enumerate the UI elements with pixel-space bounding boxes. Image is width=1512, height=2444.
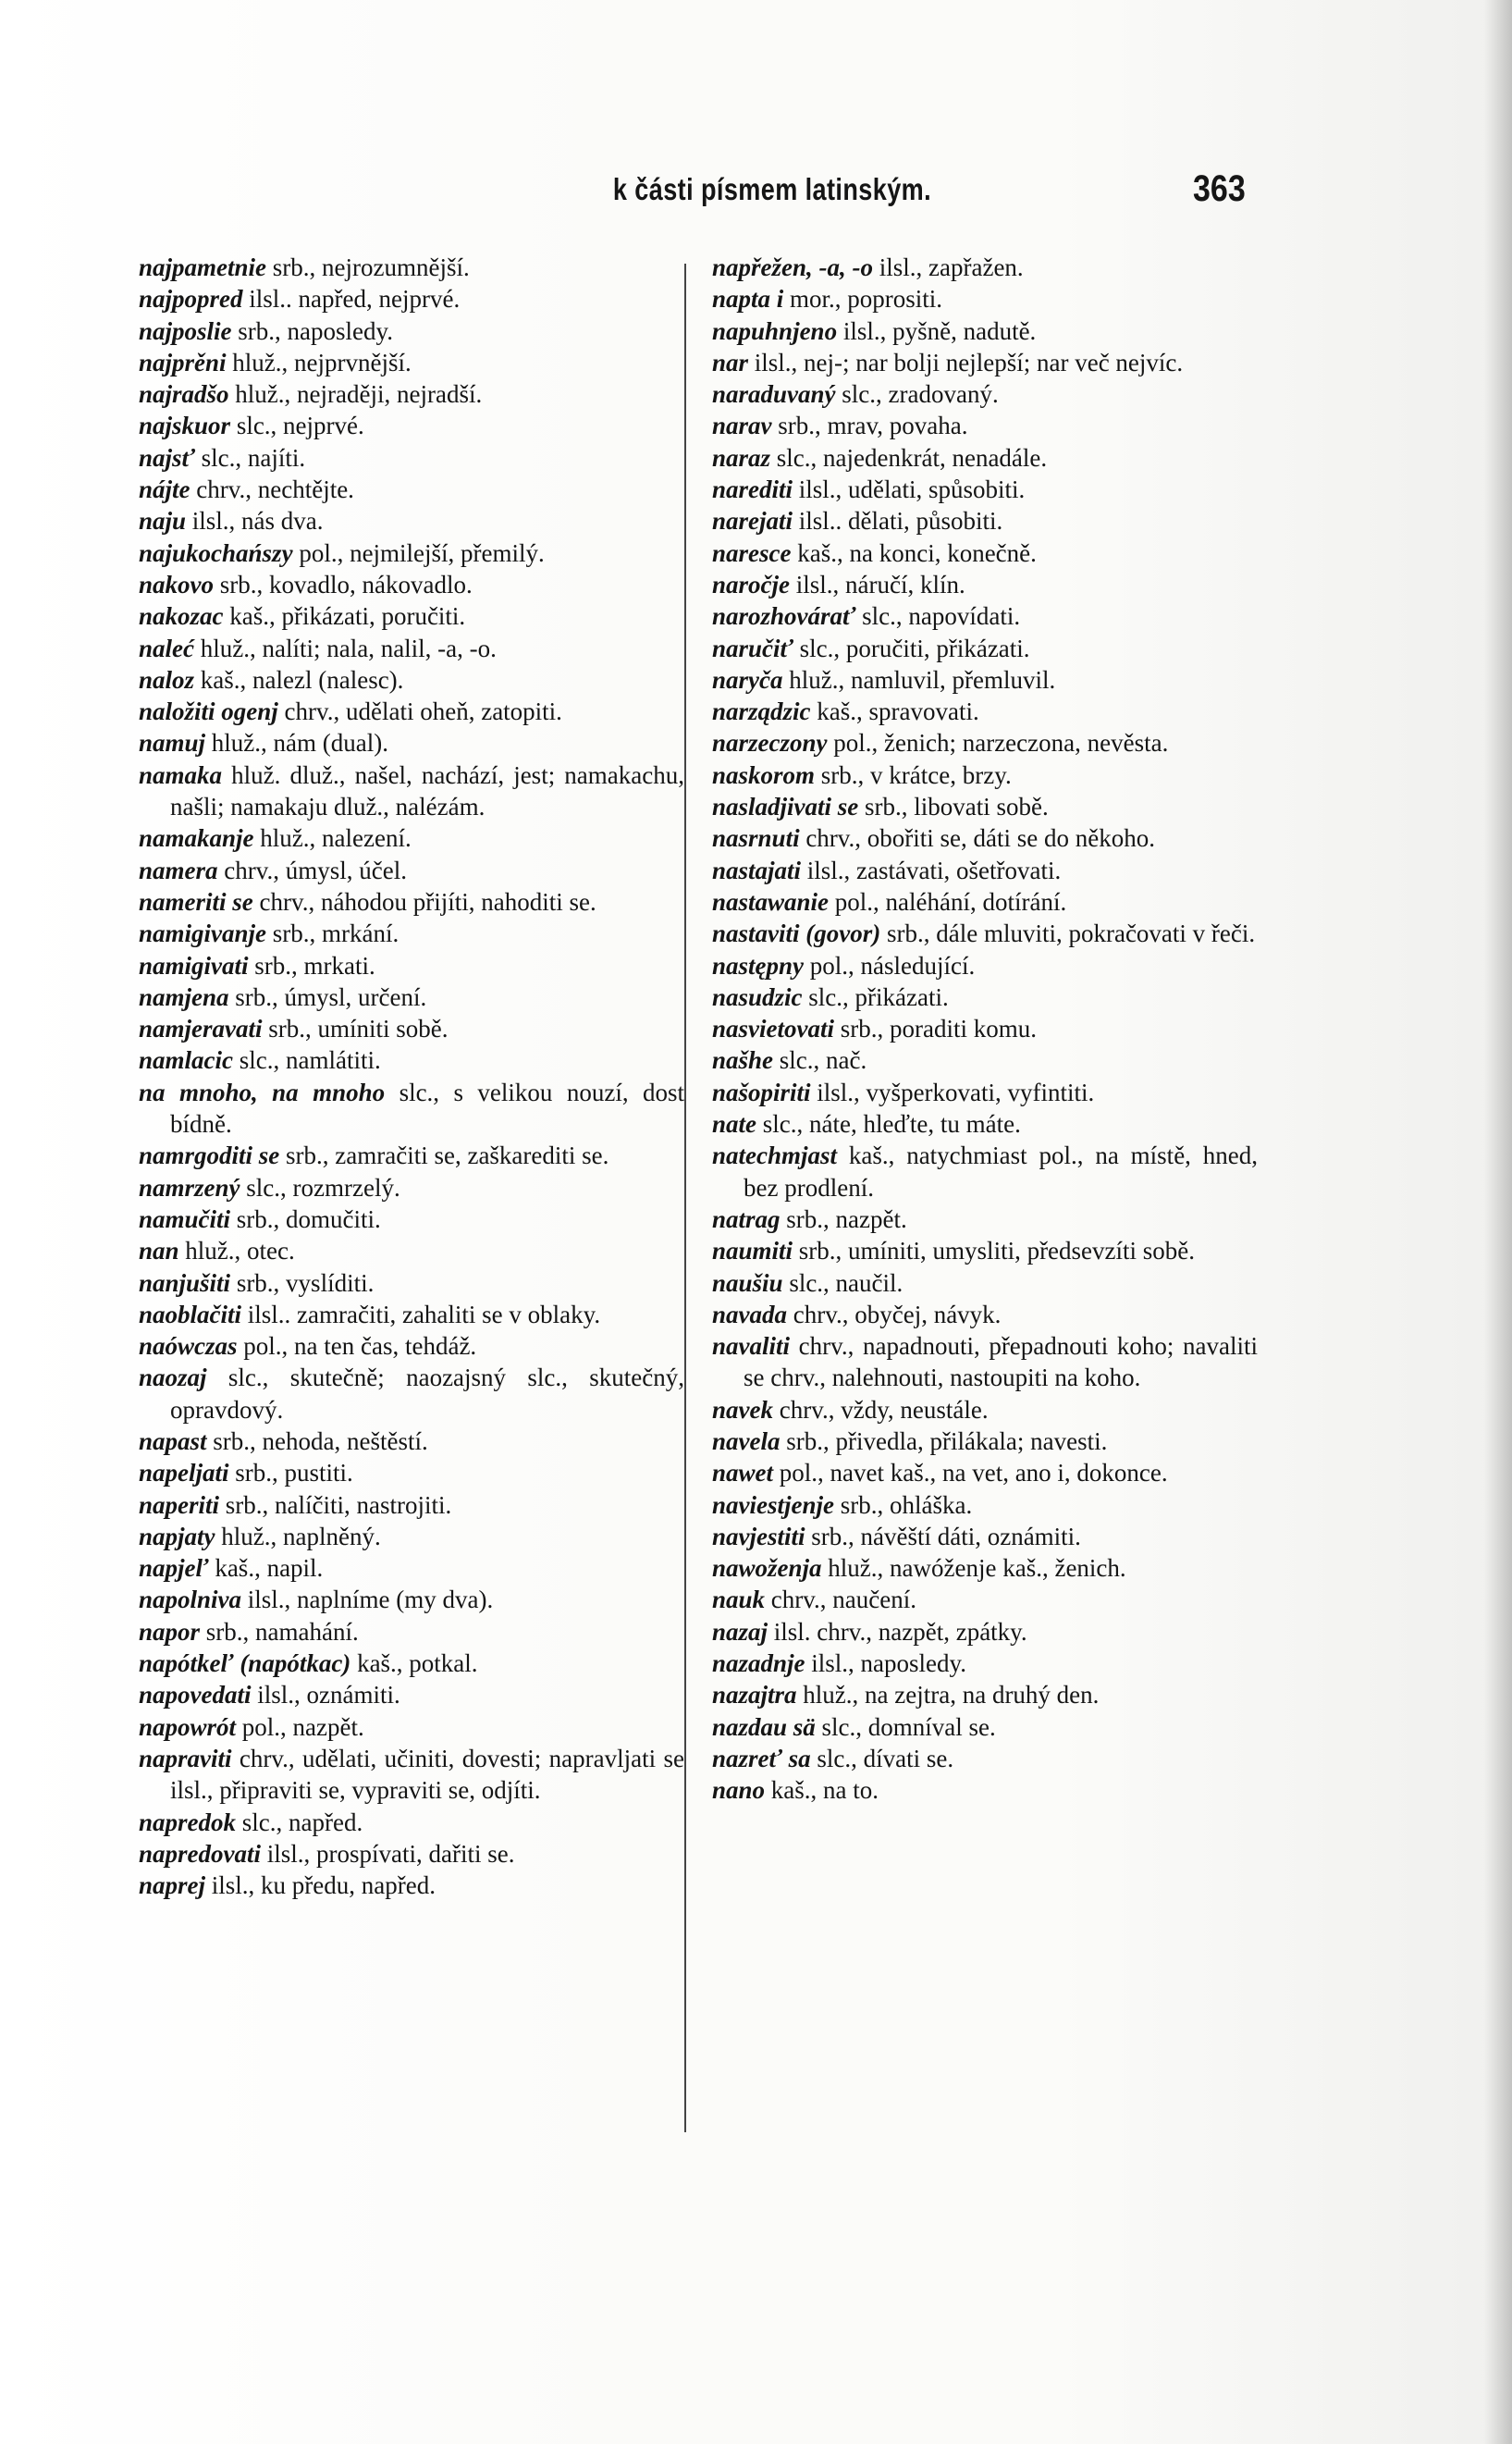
dictionary-entry [139, 950, 684, 981]
entry-definition: srb., dále mluviti, pokračovati v řeči. [880, 920, 1256, 948]
dictionary-entry [139, 600, 684, 632]
dictionary-entry [139, 1172, 684, 1203]
entry-headword: namrzený [139, 1173, 240, 1202]
dictionary-entry [139, 855, 684, 886]
dictionary-entry [139, 1267, 684, 1299]
dictionary-entry [139, 1426, 684, 1457]
entry-headword: naju [139, 507, 187, 536]
entry-headword: narejati [712, 507, 793, 536]
entry-definition: srb., umíniti, umysliti, předsevzíti sobě. [793, 1237, 1196, 1265]
entry-definition: chrv., úmysl, účel. [217, 856, 407, 884]
entry-definition: kaš., natychmiast pol., na místě, hned, bez prodlení. [744, 1142, 1258, 1202]
entry-definition: ilsl. chrv., nazpět, zpátky. [768, 1617, 1027, 1646]
entry-definition: kaš., přikázati, poručiti. [223, 602, 466, 631]
dictionary-entry [712, 1299, 1258, 1330]
entry-headword: natrag [712, 1204, 781, 1233]
dictionary-entry [712, 378, 1258, 410]
dictionary-entry [712, 442, 1258, 474]
entry-headword: narediti [712, 475, 793, 504]
entry-headword: nakovo [139, 570, 214, 599]
entry-headword: najskuor [139, 412, 231, 440]
entry-definition: slc., náte, hleďte, tu máte. [756, 1110, 1021, 1139]
entry-headword: nanjušiti [139, 1268, 231, 1297]
entry-definition: hluž. dluž., našel, nachází, jest; namakachu, našli; namakaju dluž., nalézám. [170, 760, 684, 821]
entry-headword: nano [712, 1776, 766, 1805]
right-column [712, 252, 1258, 1807]
dictionary-entry [139, 347, 684, 378]
dictionary-entry [712, 1648, 1258, 1679]
dictionary-entry [139, 1743, 684, 1807]
dictionary-entry [139, 886, 684, 918]
entry-definition: slc., rozmrzelý. [240, 1173, 400, 1202]
dictionary-entry [712, 474, 1258, 505]
dictionary-entry [712, 1616, 1258, 1648]
entry-headword: naryča [712, 665, 783, 694]
dictionary-entry [712, 537, 1258, 569]
dictionary-entry [712, 727, 1258, 759]
dictionary-entry [139, 1711, 684, 1743]
dictionary-entry [139, 410, 684, 441]
dictionary-entry [712, 1521, 1258, 1552]
entry-definition: ilsl., zastávati, ošetřovati. [801, 856, 1062, 884]
entry-headword: naručiť [712, 634, 793, 662]
entry-headword: na mnoho, na mnoho [139, 1078, 386, 1106]
dictionary-entry [712, 759, 1258, 791]
entry-definition: kaš., potkal. [350, 1649, 478, 1678]
entry-definition: srb., nehoda, neštěstí. [206, 1426, 428, 1455]
dictionary-entry [712, 283, 1258, 315]
entry-definition: pol., nazpět. [236, 1712, 364, 1741]
entry-definition: srb., kovadlo, nákovadlo. [214, 570, 473, 599]
dictionary-entry [139, 759, 684, 823]
dictionary-entry [712, 696, 1258, 727]
dictionary-entry [139, 918, 684, 949]
entry-definition: kaš., na to. [765, 1776, 879, 1805]
dictionary-entry [139, 442, 684, 474]
dictionary-entry [139, 474, 684, 505]
dictionary-entry [139, 981, 684, 1013]
entry-headword: natechmjast [712, 1142, 838, 1170]
entry-definition: hluž., nalezení. [253, 824, 412, 853]
entry-definition: srb., úmysl, určení. [228, 982, 427, 1011]
entry-headword: napjeľ [139, 1554, 209, 1583]
entry-definition: hluž., nejraději, nejradší. [228, 380, 483, 409]
entry-headword: naloz [139, 665, 195, 694]
dictionary-entry [712, 1743, 1258, 1774]
dictionary-entry [712, 1235, 1258, 1266]
entry-definition: slc., přikázati. [802, 982, 949, 1011]
entry-definition: ilsl., naplníme (my dva). [241, 1586, 494, 1614]
dictionary-entry [712, 569, 1258, 600]
entry-headword: namučiti [139, 1204, 231, 1233]
entry-headword: namuj [139, 729, 206, 758]
entry-definition: ilsl., nej-; nar bolji nejlepší; nar več nejvíc. [748, 348, 1184, 376]
entry-headword: najpametnie [139, 253, 267, 281]
entry-definition: chrv., udělati, učiniti, dovesti; napravljati se ilsl., připraviti se, vypraviti se, odjíti. [170, 1744, 684, 1805]
entry-definition: hluž., otec. [178, 1237, 295, 1265]
dictionary-entry [139, 1013, 684, 1044]
entry-headword: navjestiti [712, 1522, 805, 1550]
entry-definition: ilsl., oznámiti. [251, 1681, 400, 1710]
entry-definition: hluž., na zejtra, na druhý den. [796, 1681, 1100, 1710]
entry-definition: slc., naučil. [782, 1268, 904, 1297]
dictionary-entry [712, 1108, 1258, 1140]
entry-headword: naumiti [712, 1237, 793, 1265]
entry-headword: nawoženja [712, 1554, 822, 1583]
entry-definition: slc., najíti. [194, 443, 306, 472]
dictionary-entry [712, 1394, 1258, 1426]
entry-headword: najprěni [139, 348, 227, 376]
left-column [139, 252, 684, 1901]
entry-definition: srb., nejrozumnější. [266, 253, 470, 281]
entry-definition: chrv., obořiti se, dáti se do někoho. [799, 824, 1155, 853]
entry-headword: namigivati [139, 951, 249, 980]
entry-definition: srb., návěští dáti, oznámiti. [805, 1522, 1081, 1550]
entry-headword: napolniva [139, 1586, 242, 1614]
entry-headword: naówczas [139, 1332, 238, 1361]
dictionary-entry [712, 505, 1258, 537]
entry-headword: nakozac [139, 602, 224, 631]
entry-definition: srb., vyslíditi. [230, 1268, 375, 1297]
entry-headword: nauk [712, 1586, 766, 1614]
entry-definition: ilsl.. napřed, nejprvé. [242, 285, 461, 314]
entry-headword: naperiti [139, 1490, 220, 1519]
dictionary-entry [139, 569, 684, 600]
entry-definition: srb., přivedla, přilákala; navesti. [780, 1426, 1108, 1455]
dictionary-entry [139, 315, 684, 347]
entry-definition: srb., pustiti. [228, 1459, 353, 1487]
dictionary-entry [139, 1077, 684, 1141]
dictionary-entry [139, 1616, 684, 1648]
entry-headword: nate [712, 1110, 757, 1139]
entry-headword: naraz [712, 443, 771, 472]
entry-headword: nar [712, 348, 749, 376]
dictionary-entry [712, 791, 1258, 822]
dictionary-entry [139, 664, 684, 696]
dictionary-entry [712, 1013, 1258, 1044]
entry-definition: srb., mrkání. [266, 920, 400, 948]
dictionary-entry [139, 696, 684, 727]
entry-headword: namigivanje [139, 920, 267, 948]
entry-headword: narav [712, 412, 772, 440]
entry-headword: najradšo [139, 380, 229, 409]
entry-definition: ilsl., vyšperkovati, vyfintiti. [810, 1078, 1095, 1106]
entry-definition: ilsl., pyšně, nadutě. [837, 316, 1037, 345]
entry-definition: chrv., napadnouti, přepadnouti koho; navaliti se chrv., nalehnouti, nastoupiti na koho. [744, 1332, 1258, 1392]
dictionary-entry [139, 822, 684, 854]
entry-definition: slc., poručiti, přikázati. [793, 634, 1030, 662]
entry-definition: pol., nejmilejší, přemilý. [292, 538, 545, 567]
dictionary-entry [712, 918, 1258, 949]
dictionary-entry [712, 950, 1258, 981]
entry-headword: nazreť sa [712, 1744, 811, 1772]
entry-headword: napřežen, -a, -o [712, 253, 873, 281]
dictionary-entry [712, 1774, 1258, 1806]
entry-definition: srb., nalíčiti, nastrojiti. [219, 1490, 452, 1519]
entry-headword: naozaj [139, 1364, 207, 1392]
dictionary-entry [139, 1679, 684, 1710]
entry-definition: srb., namahání. [200, 1617, 359, 1646]
entry-definition: hluž., nalíti; nala, nalil, -a, -o. [194, 634, 497, 662]
entry-headword: navela [712, 1426, 781, 1455]
dictionary-entry [712, 600, 1258, 632]
entry-definition: mor., poprositi. [783, 285, 943, 314]
entry-definition: pol., naléhání, dotírání. [829, 887, 1067, 916]
entry-definition: srb., nazpět. [780, 1204, 907, 1233]
dictionary-entry [139, 1140, 684, 1171]
running-title: k části písmem latinským. [612, 172, 932, 206]
entry-headword: najposlie [139, 316, 232, 345]
entry-definition: chrv., nechtějte. [190, 475, 354, 504]
dictionary-entry [712, 1711, 1258, 1743]
dictionary-entry [139, 1521, 684, 1552]
entry-definition: ilsl., ku předu, napřed. [205, 1871, 436, 1900]
dictionary-entry [712, 855, 1258, 886]
entry-definition: srb., ohláška. [833, 1490, 973, 1519]
entry-definition: srb., libovati sobě. [858, 793, 1049, 821]
entry-definition: hluž., namluvil, přemluvil. [782, 665, 1056, 694]
dictionary-entry [139, 1299, 684, 1330]
entry-definition: slc., zradovaný. [835, 380, 999, 409]
entry-headword: naoblačiti [139, 1300, 242, 1328]
entry-headword: naložiti ogenj [139, 697, 278, 726]
entry-headword: namakanje [139, 824, 254, 853]
entry-headword: napta i [712, 285, 784, 314]
entry-definition: ilsl., zapřažen. [873, 253, 1024, 281]
dictionary-entry [712, 664, 1258, 696]
entry-headword: napovedati [139, 1681, 252, 1710]
dictionary-entry [712, 1552, 1258, 1584]
dictionary-entry [139, 283, 684, 315]
entry-headword: narozhovárať [712, 602, 856, 631]
dictionary-entry [139, 1648, 684, 1679]
dictionary-entry [712, 886, 1258, 918]
dictionary-entry [712, 1140, 1258, 1203]
entry-headword: navada [712, 1300, 787, 1328]
entry-headword: najsť [139, 443, 195, 472]
entry-headword: namjeravati [139, 1015, 263, 1043]
entry-definition: slc., nejprvé. [230, 412, 364, 440]
entry-headword: najukochańszy [139, 538, 293, 567]
page-number: 363 [1193, 168, 1246, 209]
entry-definition: kaš., spravovati. [810, 697, 979, 726]
dictionary-entry [712, 1426, 1258, 1457]
entry-headword: nazajtra [712, 1681, 797, 1710]
entry-definition: ilsl., udělati, spůsobiti. [793, 475, 1026, 504]
entry-headword: napredovati [139, 1839, 261, 1868]
dictionary-entry [139, 505, 684, 537]
dictionary-entry [139, 1584, 684, 1615]
entry-headword: naprej [139, 1871, 206, 1900]
entry-headword: nasladjivati se [712, 793, 859, 821]
dictionary-entry [712, 315, 1258, 347]
column-divider [684, 264, 686, 2132]
dictionary-entry [139, 378, 684, 410]
entry-definition: slc., namlátiti. [233, 1046, 381, 1075]
entry-definition: pol., ženich; narzeczona, nevěsta. [827, 729, 1169, 758]
entry-headword: nasrnuti [712, 824, 800, 853]
entry-headword: naviestjenje [712, 1490, 834, 1519]
entry-definition: pol., následující. [804, 951, 976, 980]
dictionary-entry [712, 1044, 1258, 1076]
entry-headword: nan [139, 1237, 179, 1265]
dictionary-entry [712, 1457, 1258, 1488]
dictionary-entry [712, 981, 1258, 1013]
entry-headword: napeljati [139, 1459, 229, 1487]
entry-headword: namaka [139, 760, 223, 789]
entry-headword: nasudzic [712, 982, 803, 1011]
entry-headword: napast [139, 1426, 207, 1455]
entry-definition: srb., v krátce, brzy. [815, 760, 1012, 789]
entry-definition: ilsl.. zamračiti, zahaliti se v oblaky. [241, 1300, 601, 1328]
dictionary-entry [139, 727, 684, 759]
entry-headword: naleć [139, 634, 194, 662]
entry-headword: namjena [139, 982, 229, 1011]
dictionary-entry [139, 537, 684, 569]
entry-headword: naročje [712, 570, 790, 599]
entry-headword: našopiriti [712, 1078, 811, 1106]
entry-headword: naraduvaný [712, 380, 836, 409]
entry-headword: namlacic [139, 1046, 233, 1075]
entry-definition: slc., napřed. [236, 1808, 363, 1836]
dictionary-entry [712, 633, 1258, 664]
entry-headword: naresce [712, 538, 792, 567]
entry-headword: nastajati [712, 856, 802, 884]
entry-definition: kaš., nalezl (nalesc). [194, 665, 404, 694]
entry-definition: srb., domučiti. [230, 1204, 381, 1233]
entry-definition: slc., domníval se. [815, 1712, 996, 1741]
entry-definition: ilsl., nás dva. [186, 507, 324, 536]
entry-definition: ilsl., prospívati, dařiti se. [261, 1839, 515, 1868]
entry-definition: hluž., naplněný. [215, 1522, 381, 1550]
entry-definition: hluž., nawóženje kaš., ženich. [821, 1554, 1126, 1583]
entry-definition: slc., napovídati. [855, 602, 1021, 631]
entry-headword: nasvietovati [712, 1015, 834, 1043]
entry-definition: pol., na ten čas, tehdáž. [237, 1332, 477, 1361]
entry-headword: nawet [712, 1459, 774, 1487]
dictionary-entry [139, 1807, 684, 1838]
entry-headword: napraviti [139, 1744, 232, 1772]
entry-headword: naskorom [712, 760, 816, 789]
dictionary-entry [712, 252, 1258, 283]
entry-headword: napredok [139, 1808, 237, 1836]
entry-definition: kaš., na konci, konečně. [791, 538, 1037, 567]
dictionary-entry [712, 1584, 1258, 1615]
entry-definition: chrv., vždy, neustále. [772, 1395, 989, 1424]
dictionary-entry [139, 1870, 684, 1901]
page-header [134, 168, 1246, 218]
entry-definition: slc., dívati se. [810, 1744, 954, 1772]
dictionary-entry [712, 1330, 1258, 1394]
entry-headword: nastawanie [712, 887, 830, 916]
entry-headword: napjaty [139, 1522, 215, 1550]
entry-headword: napótkeľ (napótkac) [139, 1649, 351, 1678]
entry-definition: srb., umíniti sobě. [262, 1015, 449, 1043]
dictionary-entry [139, 1044, 684, 1076]
entry-headword: naušiu [712, 1268, 783, 1297]
entry-definition: slc., s velikou nouzí, dost bídně. [170, 1078, 685, 1139]
entry-definition: ilsl., naposledy. [805, 1649, 967, 1678]
entry-definition: chrv., obyčej, návyk. [787, 1300, 1002, 1328]
entry-headword: napuhnjeno [712, 316, 838, 345]
entry-headword: nastaviti (govor) [712, 920, 881, 948]
entry-headword: narzeczony [712, 729, 828, 758]
entry-definition: slc., nač. [773, 1046, 867, 1075]
dictionary-entry [712, 822, 1258, 854]
entry-definition: chrv., udělati oheň, zatopiti. [277, 697, 562, 726]
entry-definition: srb., naposledy. [231, 316, 393, 345]
entry-definition: srb., mrkati. [248, 951, 375, 980]
entry-definition: kaš., napil. [208, 1554, 324, 1583]
entry-definition: srb., poraditi komu. [833, 1015, 1037, 1043]
entry-headword: napowrót [139, 1712, 237, 1741]
entry-definition: srb., mrav, povaha. [771, 412, 968, 440]
dictionary-entry [139, 633, 684, 664]
dictionary-entry [139, 1838, 684, 1870]
dictionary-entry [712, 410, 1258, 441]
dictionary-entry [712, 1203, 1258, 1235]
entry-headword: najpopred [139, 285, 243, 314]
dictionary-entry [712, 1267, 1258, 1299]
dictionary-entry [139, 252, 684, 283]
entry-definition: slc., najedenkrát, nenadále. [770, 443, 1048, 472]
entry-headword: nazdau sä [712, 1712, 816, 1741]
entry-definition: ilsl.. dělati, působiti. [793, 507, 1003, 536]
entry-definition: ilsl., náručí, klín. [790, 570, 965, 599]
dictionary-entry [139, 1489, 684, 1521]
dictionary-entry [712, 1679, 1258, 1710]
dictionary-entry [712, 1077, 1258, 1108]
entry-definition: hluž., nejprvnější. [226, 348, 412, 376]
entry-headword: nameriti se [139, 887, 253, 916]
entry-headword: następny [712, 951, 805, 980]
entry-headword: namrgoditi se [139, 1142, 280, 1170]
dictionary-entry [139, 1330, 684, 1362]
dictionary-entry [139, 1235, 684, 1266]
dictionary-entry [712, 347, 1258, 378]
dictionary-entry [712, 1489, 1258, 1521]
entry-definition: srb., zamračiti se, zaškarediti se. [279, 1142, 609, 1170]
dictionary-entry [139, 1457, 684, 1488]
dictionary-entry [139, 1362, 684, 1426]
entry-headword: navek [712, 1395, 773, 1424]
entry-headword: nazaj [712, 1617, 768, 1646]
entry-headword: namera [139, 856, 218, 884]
entry-headword: navaliti [712, 1332, 791, 1361]
entry-definition: hluž., nám (dual). [205, 729, 388, 758]
dictionary-entry [139, 1203, 684, 1235]
entry-definition: slc., skutečně; naozajsný slc., skutečný, opravdový. [170, 1364, 684, 1424]
entry-headword: nájte [139, 475, 191, 504]
entry-definition: pol., navet kaš., na vet, ano i, dokonce. [773, 1459, 1168, 1487]
entry-definition: chrv., naučení. [765, 1586, 916, 1614]
entry-headword: našhe [712, 1046, 774, 1075]
entry-headword: narządzic [712, 697, 811, 726]
entry-headword: nazadnje [712, 1649, 805, 1678]
entry-definition: chrv., náhodou přijíti, nahoditi se. [252, 887, 596, 916]
dictionary-entry [139, 1552, 684, 1584]
entry-headword: napor [139, 1617, 201, 1646]
